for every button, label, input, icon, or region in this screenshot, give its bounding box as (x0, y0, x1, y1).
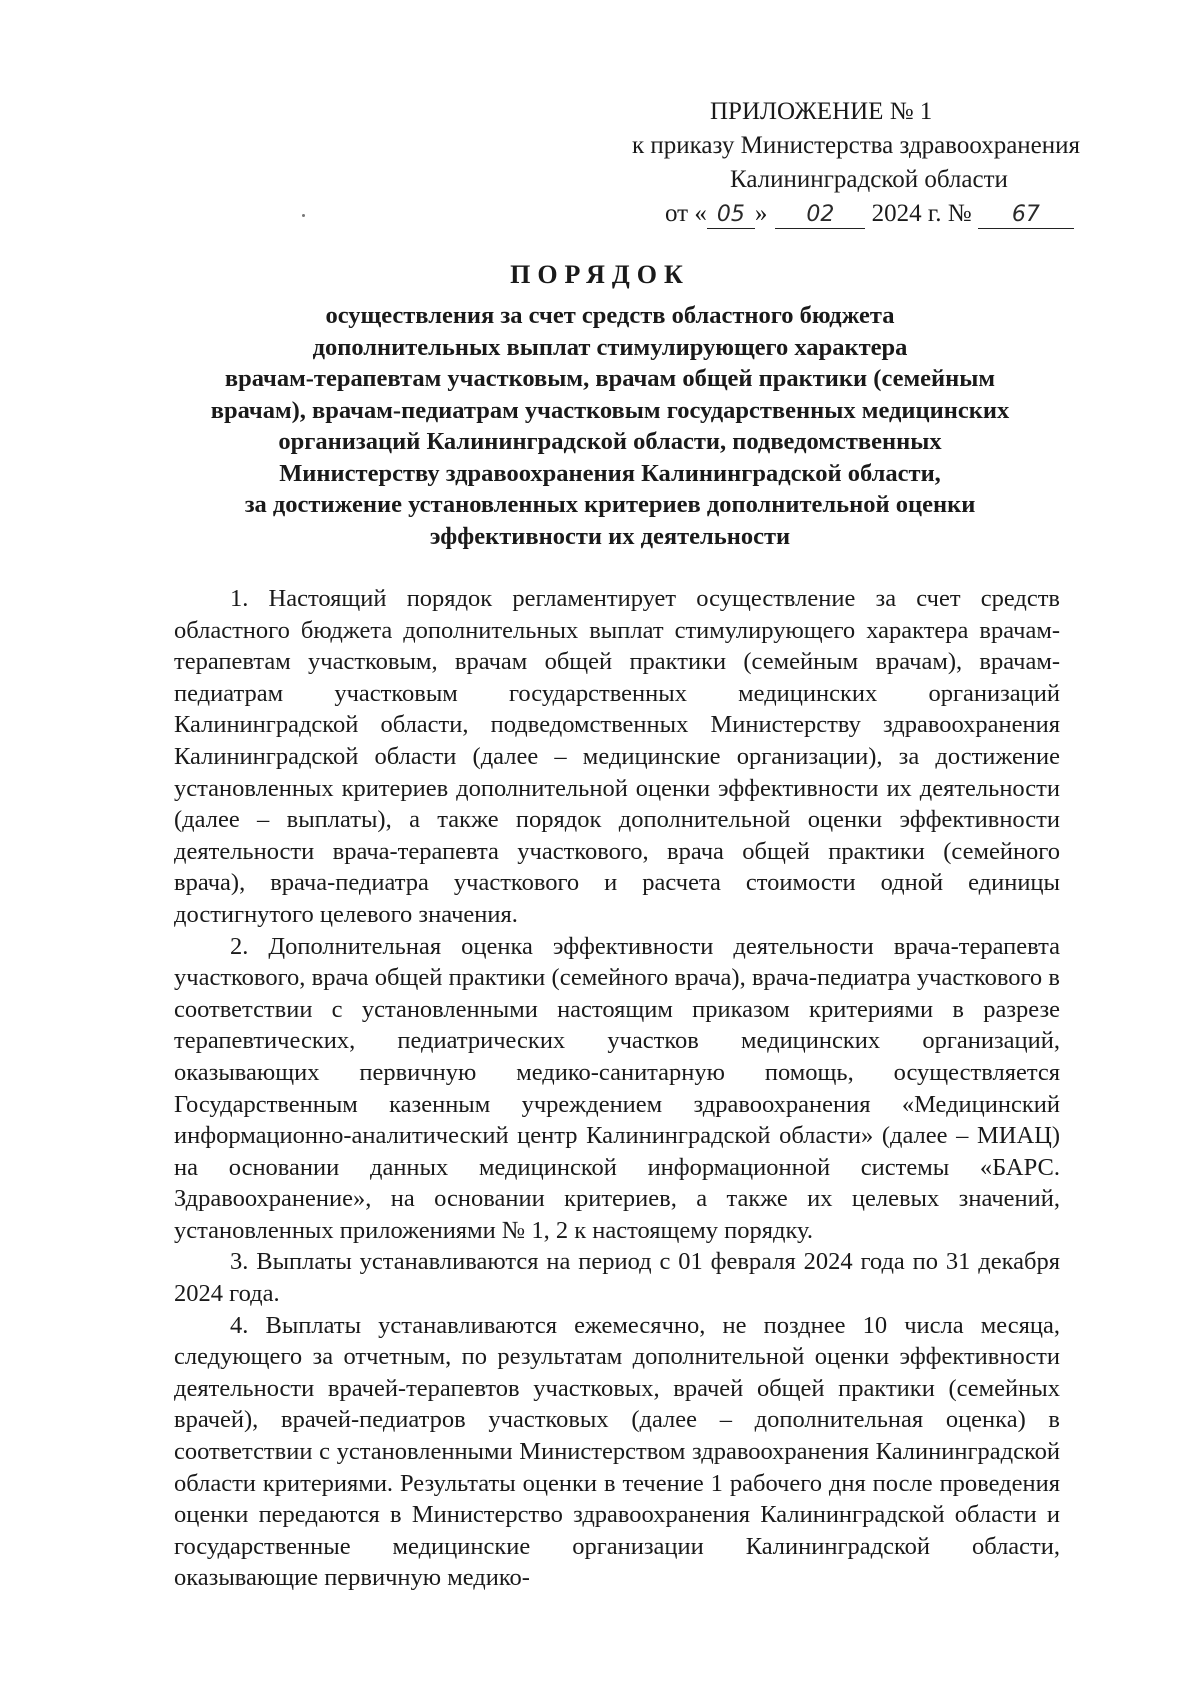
document-body (174, 583, 1060, 1594)
subtitle-line: эффективности их деятельности (429, 522, 791, 550)
subtitle-line: осуществления за счет средств областного бюджета (325, 302, 895, 329)
order-number-field (978, 201, 1074, 229)
handwritten-order-number: 67 (1011, 202, 1040, 227)
paragraph-2: 2. Дополнительная оценка эффективности деятельности врача-терапевта участкового, врача общей практики (семейного врача), врача-педиатра участкового в соответствии с установленными настоящим приказом критериями в разрезе терапевтических, педиатрических участков медицинских организаций, оказывающих первичную медико-санитарную помощь, осуществляется Государственным казенным учреждением здравоохранения «Медицинский информационно-аналитический центр Калининградской области» (далее – МИАЦ) на основании данных медицинской информационной системы «БАРС. Здравоохранение», на основании критериев, а также их целевых значений, установленных приложениями № 1, 2 к настоящему порядку. (174, 932, 1060, 1244)
document-title: ПОРЯДОК (510, 260, 690, 289)
subtitle-line: Министерству здравоохранения Калининградской области, (279, 459, 941, 487)
subtitle-line: врачам), врачам-педиатрам участковым государственных медицинских (210, 396, 1010, 424)
attachment-header (620, 95, 1140, 231)
document-subtitle (160, 300, 1060, 552)
date-day-field (707, 201, 755, 229)
subtitle-line: за достижение установленных критериев дополнительной оценки (244, 491, 976, 518)
attachment-label: ПРИЛОЖЕНИЕ № 1 (710, 98, 933, 125)
paragraph-1: 1. Настоящий порядок регламентирует осуществление за счет средств областного бюджета дополнительных выплат стимулирующего характера врачам-терапевтам участковым, врачам общей практики (семейным врачам), врачам-педиатрам участковым государственных медицинских организаций Калининградской области, подведомственных Министерству здравоохранения Калининградской области (далее – медицинские организации), за достижение установленных критериев дополнительной оценки эффективности их деятельности (далее – выплаты), а также порядок дополнительной оценки эффективности деятельности врача-терапевта участкового, врача общей практики (семейного врача), врача-педиатра участкового и расчета стоимости одной единицы достигнутого целевого значения. (174, 585, 1060, 928)
scan-speck (302, 214, 305, 217)
region-name: Калининградской области (730, 166, 1008, 193)
paragraph-3: 3. Выплаты устанавливаются на период с 01 февраля 2024 года по 31 декабря 2024 года. (174, 1248, 1060, 1308)
subtitle-line: дополнительных выплат стимулирующего характера (312, 333, 908, 361)
handwritten-day: 05 (716, 202, 745, 227)
paragraph-4: 4. Выплаты устанавливаются ежемесячно, не позднее 10 числа месяца, следующего за отчетным, по результатам дополнительной оценки эффективности деятельности врачей-терапевтов участковых, врачей общей практики (семейных врачей), врачей-педиатров участковых (далее – дополнительная оценка) в соответствии с установленными Министерством здравоохранения Калининградской области критериями. Результаты оценки в течение 1 рабочего дня после проведения оценки передаются в Министерство здравоохранения Калининградской области и государственные медицинские организации Калининградской области, оказывающие первичную медико- (174, 1311, 1060, 1592)
subtitle-line: организаций Калининградской области, подведомственных (278, 428, 942, 455)
order-date-line (620, 197, 1140, 231)
date-month-field (775, 201, 865, 229)
handwritten-month: 02 (806, 202, 835, 227)
subtitle-line: врачам-терапевтам участковым, врачам общей практики (семейным (224, 365, 996, 392)
date-quote-close: » (754, 200, 768, 227)
date-year-number-label: 2024 г. № (871, 200, 972, 227)
order-reference: к приказу Министерства здравоохранения (632, 132, 1081, 159)
date-prefix: от « (665, 200, 707, 227)
